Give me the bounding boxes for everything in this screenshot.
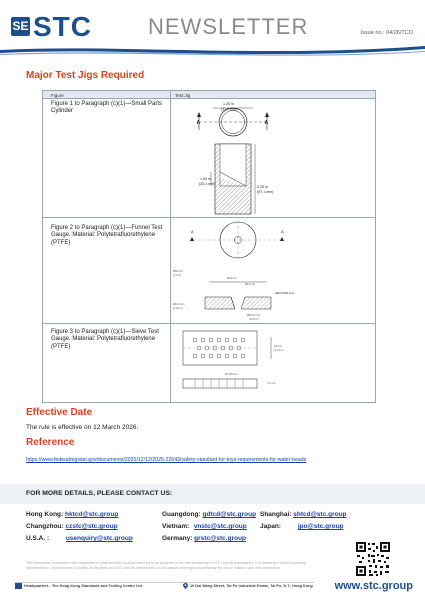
sieve-test-gauge-drawing <box>171 325 376 403</box>
stc-logo-text: STC <box>33 11 92 42</box>
svg-text:(0.32 in): (0.32 in) <box>249 318 259 321</box>
newsletter-title: NEWSLETTER <box>148 14 309 39</box>
funnel-test-gauge-drawing <box>171 219 376 322</box>
row-divider <box>43 323 375 324</box>
header-wave-divider <box>0 42 425 60</box>
small-parts-cylinder-drawing <box>171 100 376 216</box>
svg-text:(4.02 in): (4.02 in) <box>173 307 183 310</box>
website-link[interactable]: www.stc.group <box>334 580 413 592</box>
contact-shanghai: Shanghai: shtcd@stc.group <box>260 511 347 518</box>
contact-guangdong: Guangdong: gdtcd@stc.group <box>162 511 257 518</box>
svg-text:Ø8.127 mm: Ø8.127 mm <box>247 314 261 317</box>
email-link[interactable]: hktcd@stc.group <box>65 511 119 518</box>
stc-logo-mark: SE <box>11 17 30 36</box>
svg-text:Ø 6.35 mm: Ø 6.35 mm <box>225 373 238 376</box>
effective-date-text: The rule is effective on 12 March 2026. <box>26 424 139 431</box>
footer-divider <box>14 582 314 583</box>
svg-text:A: A <box>191 229 194 234</box>
table-header-row <box>43 91 375 99</box>
svg-text:(57.1 mm): (57.1 mm) <box>257 190 274 194</box>
building-icon <box>15 583 22 589</box>
contact-japan: Japan: jpo@stc.group <box>260 523 344 530</box>
email-link[interactable]: usenquiry@stc.group <box>65 535 133 542</box>
svg-text:A: A <box>264 120 269 126</box>
email-link[interactable]: grstc@stc.group <box>194 535 247 542</box>
major-test-jigs-heading: Major Test Jigs Required <box>26 70 145 81</box>
contact-changzhou: Changzhou: czstc@stc.group <box>26 523 118 530</box>
svg-text:Ø102 mm: Ø102 mm <box>173 303 185 306</box>
fig1-top-dimension: 1.25 in <box>223 102 234 106</box>
svg-text:A: A <box>196 120 201 126</box>
svg-text:3.2 mm: 3.2 mm <box>267 382 276 385</box>
contact-hong-kong: Hong Kong: hktcd@stc.group <box>26 511 119 518</box>
svg-text:Ø56 mm: Ø56 mm <box>173 270 183 273</box>
fig1-left-dimension: 1.00 in <box>200 177 211 181</box>
col-header-test-jig: Test Jig <box>175 92 191 98</box>
email-link[interactable]: vnstc@stc.group <box>193 523 247 530</box>
fig1-right-dimension: 2.25 in <box>257 185 268 189</box>
svg-text:(31.7 mm): (31.7 mm) <box>221 107 238 112</box>
reference-heading: Reference <box>26 437 75 448</box>
contact-vietnam: Vietnam: vnstc@stc.group <box>162 523 247 530</box>
email-link[interactable]: jpo@stc.group <box>297 523 344 530</box>
contact-germany: Germany: grstc@stc.group <box>162 535 247 542</box>
newsletter-header <box>0 0 425 52</box>
email-link[interactable]: gdtcd@stc.group <box>202 511 257 518</box>
svg-text:Ø44 mm: Ø44 mm <box>227 277 237 280</box>
svg-text:Ø14 mm: Ø14 mm <box>245 283 255 286</box>
fig2-section-label: SECTION A-A <box>275 291 295 295</box>
disclaimer-text: The information contained in this newsletter is obtained from sources believed to be accurate to the best knowledge of STC and its subsidiaries. It is distributed without warranty, representation, endorsement or liability of any kinds and STC and its subsidiaries do not assume any legal responsibility for use or reliance upon the information. <box>26 561 307 570</box>
svg-text:(25.4 mm): (25.4 mm) <box>199 182 216 186</box>
location-pin-icon <box>183 583 188 589</box>
email-link[interactable]: shtcd@stc.group <box>293 511 347 518</box>
contact-heading: FOR MORE DETAILS, PLEASE CONTACT US: <box>26 490 173 497</box>
row-divider <box>43 217 375 218</box>
col-header-figure: Figure <box>51 92 64 98</box>
qr-code[interactable] <box>355 541 391 577</box>
figure-1-caption: Figure 1 to Paragraph (c)(1)—Small Parts Cylinder <box>51 101 163 115</box>
issue-number: Issue no.: 04/26/TCO <box>360 30 413 36</box>
svg-text:A: A <box>281 229 284 234</box>
headquarters-address: 10 Dai Wang Street, Tai Po Industrial Estate, Tai Po, N.T., Hong Kong <box>190 584 313 588</box>
test-jig-table <box>42 90 376 403</box>
svg-text:(2.2 in): (2.2 in) <box>173 274 182 277</box>
svg-text:(1.73 in): (1.73 in) <box>274 349 284 352</box>
contact-usa: U.S.A. : usenquiry@stc.group <box>26 535 133 542</box>
figure-2-caption: Figure 2 to Paragraph (c)(1)—Funnel Test Gauge. Material: Polytetrafluorethylene (PTFE) <box>51 225 163 246</box>
effective-date-heading: Effective Date <box>26 407 93 418</box>
headquarters-text: Headquarters - The Hong Kong Standards and Testing Centre Ltd. <box>24 584 143 588</box>
reference-link[interactable]: https://www.federalregister.gov/documents/2025/12/12/2025-22643/safety-standard-for-toys-requirements-for-water-beads <box>26 457 307 463</box>
figure-3-caption: Figure 3 to Paragraph (c)(1)—Sieve Test Gauge. Material: Polytetrafluorethylene (PTFE) <box>51 329 159 350</box>
email-link[interactable]: czstc@stc.group <box>65 523 118 530</box>
svg-text:44 mm: 44 mm <box>274 345 282 348</box>
